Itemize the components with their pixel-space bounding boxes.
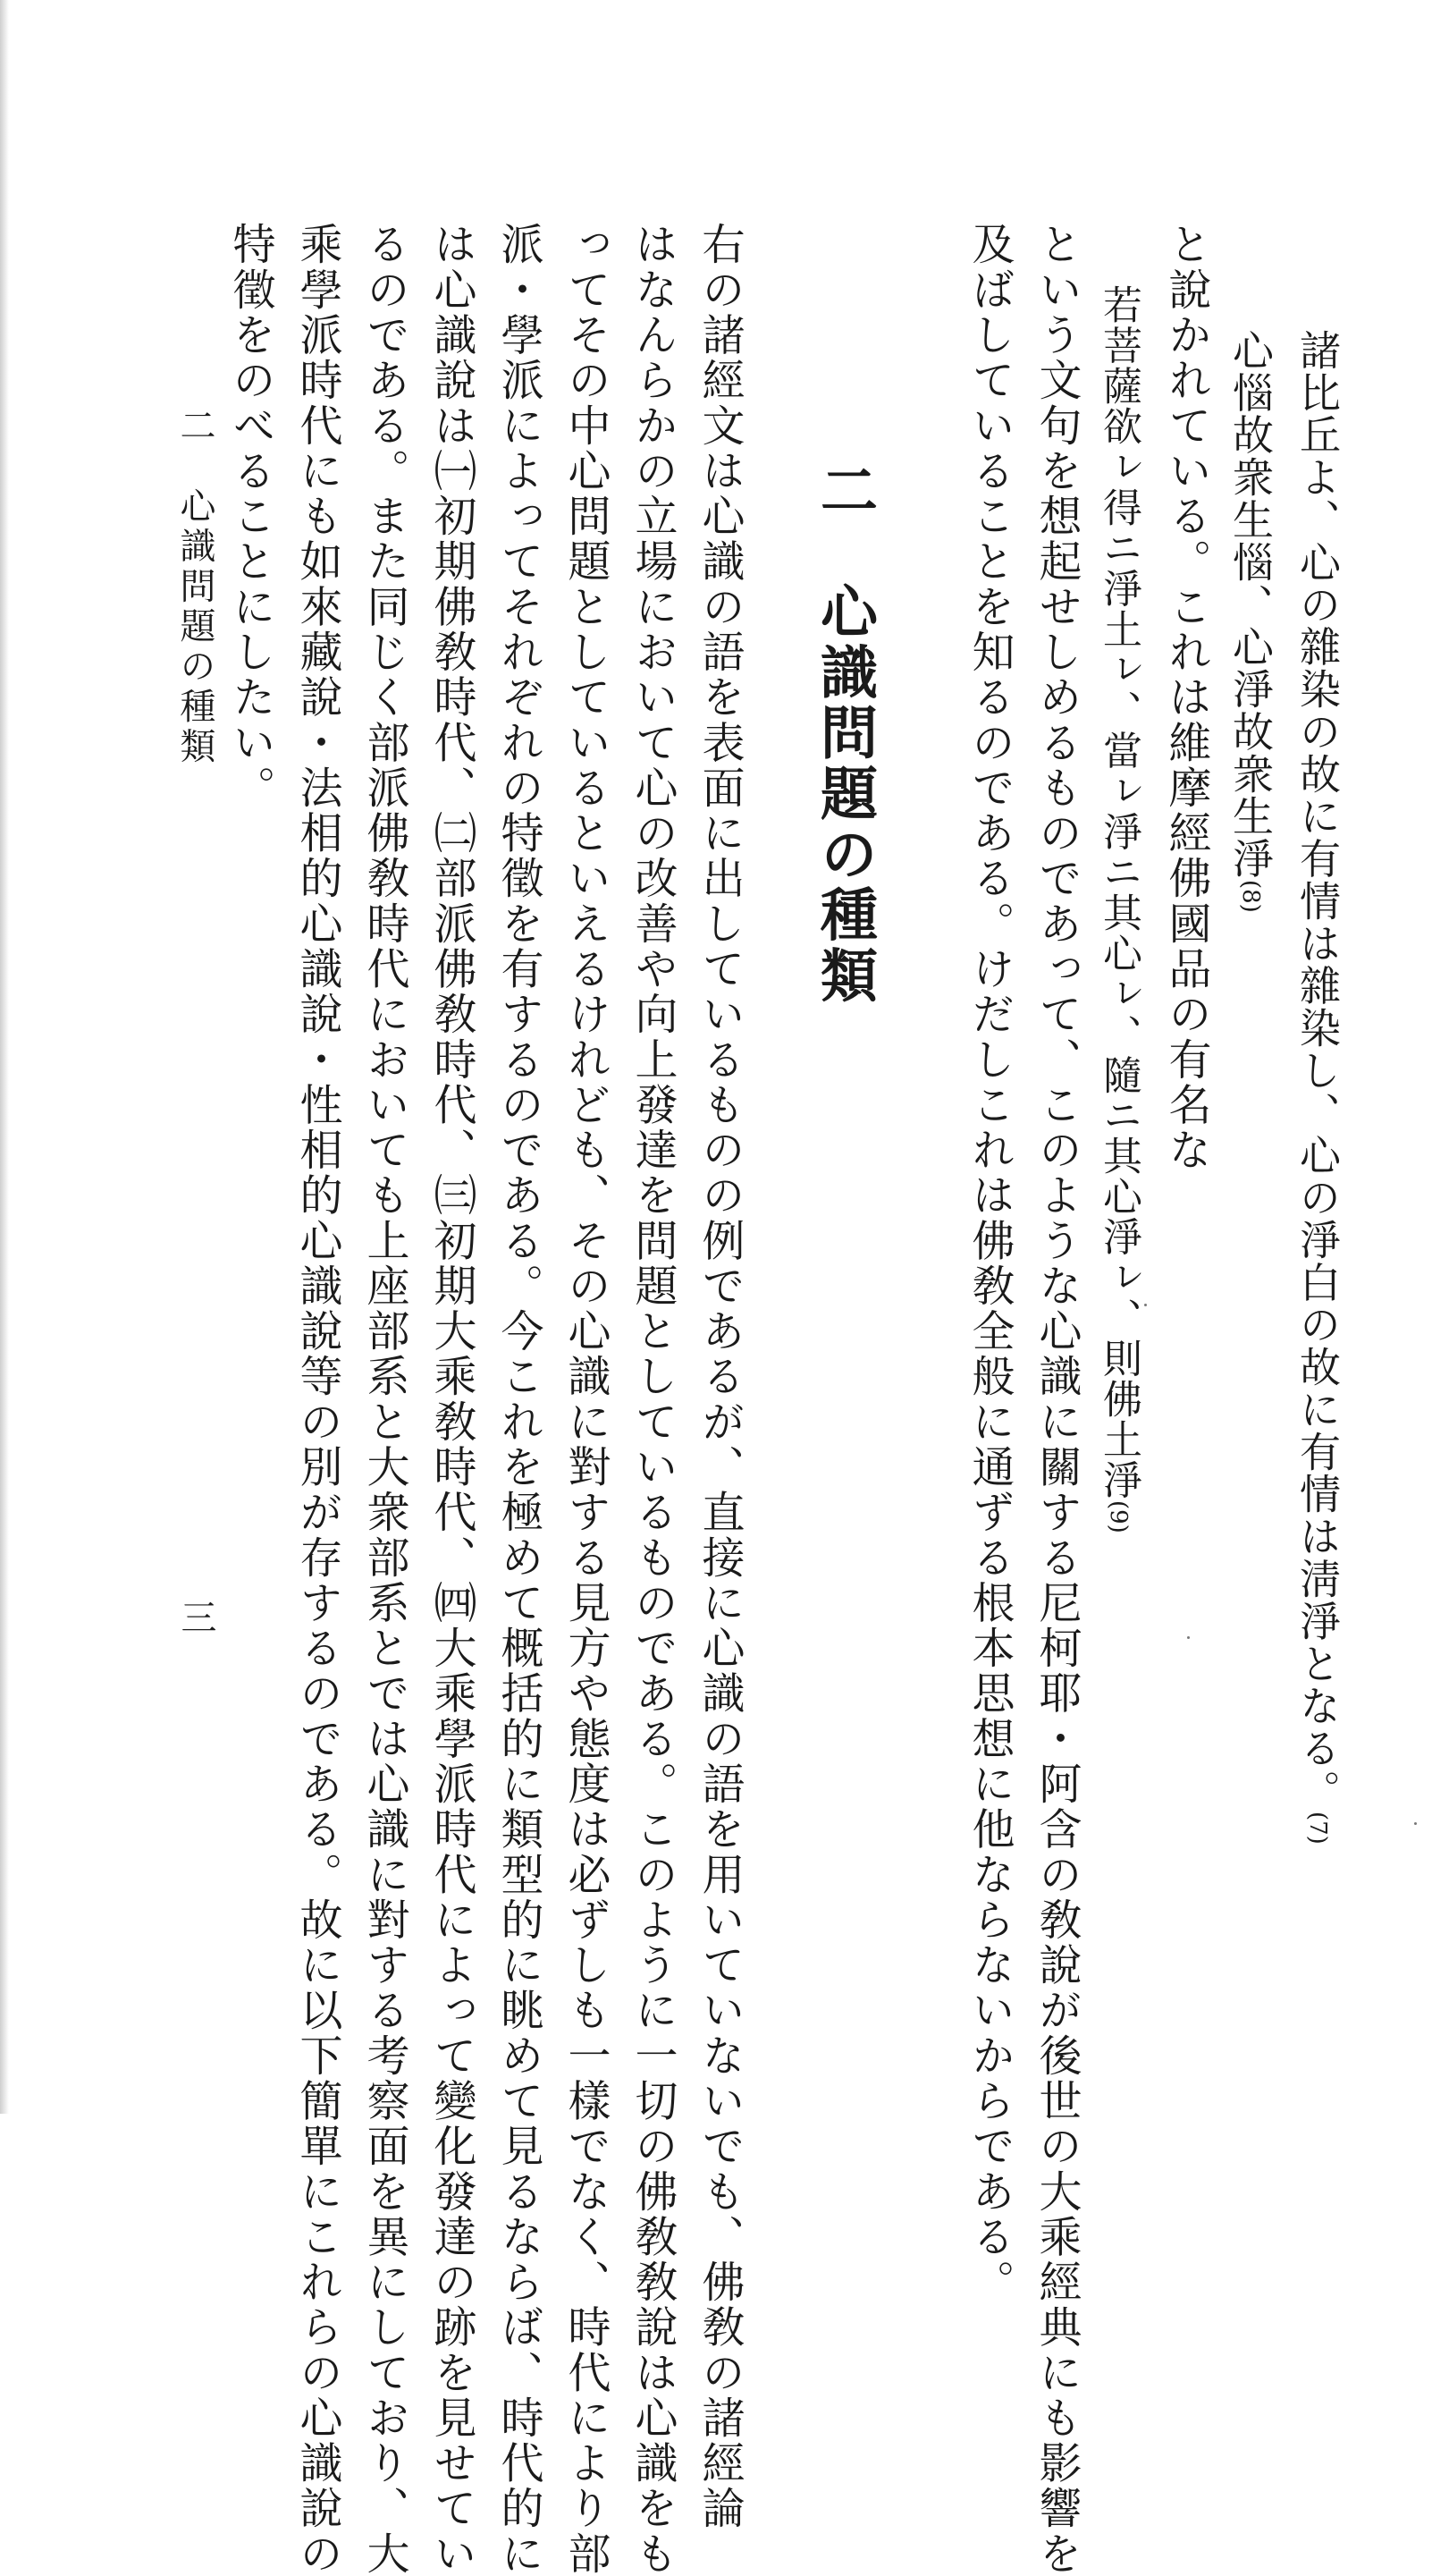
binding-shadow bbox=[0, 0, 9, 2114]
body-line-8: は心識說は㈠初期佛敎時代、㈡部派佛敎時代、㈢初期大乘敎時代、㈣大乘學派時代によって變化發達の跡を見せてい bbox=[426, 222, 476, 2576]
body-line-9: るのである。また同じく部派佛敎時代においても上座部系と大衆部系とでは心識に對する考察面を異にしており、大 bbox=[359, 222, 409, 2576]
body-line-7: 派・學派によってそれぞれの特徵を有するのである。今これを極めて概括的に類型的に眺めて見るならば、時代的に bbox=[493, 222, 543, 2576]
section-heading: 二 心識問題の種類 bbox=[811, 460, 878, 1007]
footnote-ref-9: (9) bbox=[1105, 1499, 1132, 1533]
scan-speck bbox=[1144, 1304, 1147, 1306]
body-line-4: 右の諸經文は心識の語を表面に出しているものの例であるが、直接に心識の語を用いていないでも、佛敎の諸經論 bbox=[695, 222, 745, 2531]
footnote-ref-7: (7) bbox=[1304, 1812, 1331, 1845]
quote-line-1 bbox=[1293, 329, 1342, 1845]
body-line-1: と說かれている。これは維摩經佛國品の有名な bbox=[1161, 222, 1211, 1173]
scan-speck bbox=[1414, 1822, 1417, 1825]
running-head: 二 心識問題の種類 bbox=[174, 407, 215, 768]
quote-line-2-text: 心惱故衆生惱、心淨故衆生淨 bbox=[1226, 329, 1275, 880]
footnote-ref-8: (8) bbox=[1237, 879, 1264, 913]
body-line-5: はなんらかの立場において心の改善や向上發達を問題としているものである。このように一切の佛敎敎說は心識をも bbox=[628, 222, 678, 2576]
quote-line-1-text: 諸比丘よ、心の雜染の故に有情は雜染し、心の淨白の故に有情は淸淨となる。 bbox=[1293, 329, 1342, 1812]
body-line-11: 特徵をのべることにしたい。 bbox=[225, 222, 275, 811]
page-number: 三 bbox=[175, 1599, 216, 1637]
body-line-2: という文句を想起せしめるものであって、このような心識に關する尼柯耶・阿含の敎說が後世の大乘經典にも影響を bbox=[1032, 222, 1082, 2576]
quote-line-3-text: 若菩薩欲ㇾ得ニ淨土ㇾ、當ㇾ淨ニ其心ㇾ、隨ニ其心淨ㇾ、則佛土淨 bbox=[1096, 284, 1141, 1500]
quote-line-3 bbox=[1096, 284, 1141, 1533]
scan-speck bbox=[1187, 1636, 1190, 1639]
quote-line-2 bbox=[1226, 329, 1275, 913]
body-line-10: 乘學派時代にも如來藏說・法相的心識說・性相的心識說等の別が存するのである。故に以下簡單にこれらの心識說の bbox=[292, 222, 342, 2576]
body-line-6: ってその中心問題としているといえるけれども、その心識に對する見方や態度は必ずしも一樣でなく、時代により部 bbox=[560, 222, 611, 2576]
body-line-3: 及ばしていることを知るのである。けだしこれは佛敎全般に通ずる根本思想に他ならないからである。 bbox=[964, 222, 1015, 2305]
